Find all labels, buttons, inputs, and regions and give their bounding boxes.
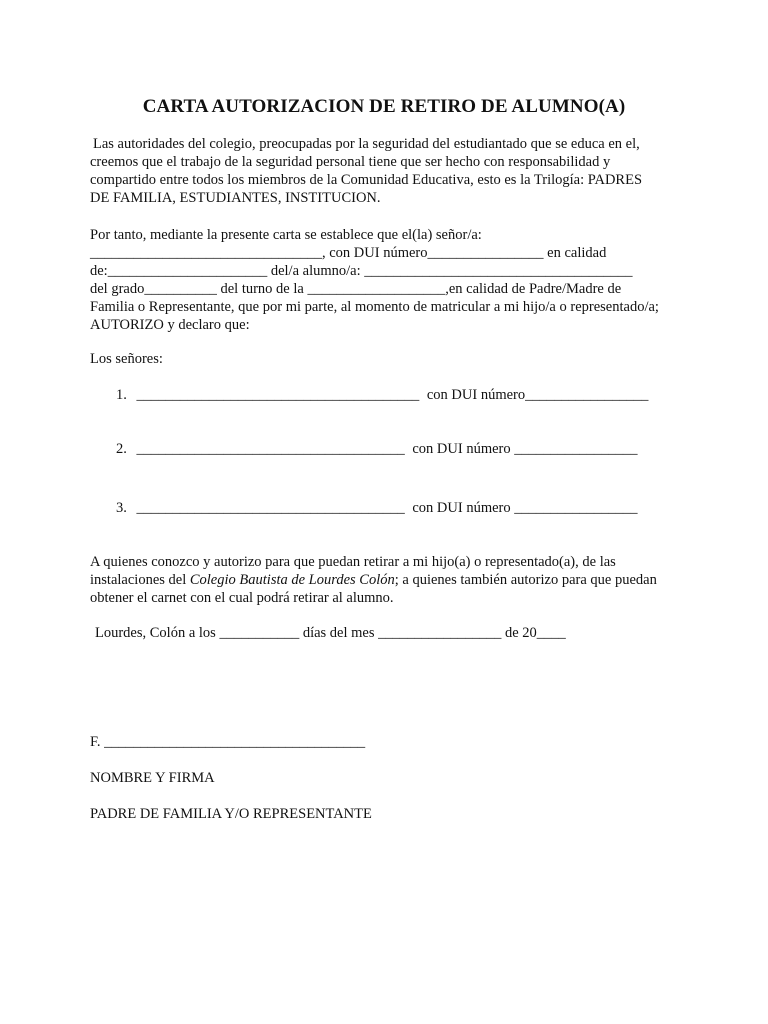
text-segment: ; a quienes también autorizo para que puedan — [394, 572, 657, 588]
signature-line[interactable]: F. ____________________________________ — [90, 734, 366, 750]
grade-blank[interactable]: del grado__________ — [90, 281, 217, 297]
text-segment: del turno de la — [220, 281, 304, 297]
authorized-person-1 — [116, 387, 648, 404]
authorized-person-3 — [116, 500, 638, 517]
dui-blank[interactable]: _________________ — [525, 387, 649, 403]
text-segment: instalaciones del — [90, 572, 187, 588]
declaration-line-6: AUTORIZO y declaro que: — [90, 317, 250, 333]
date-line[interactable]: Lourdes, Colón a los ___________ días del mes _________________ de 20____ — [95, 625, 566, 641]
declaration-line-2 — [90, 244, 678, 262]
senor-name-blank[interactable]: ________________________________, — [90, 245, 326, 261]
declaration-paragraph — [90, 226, 678, 334]
word: presente — [220, 227, 270, 243]
authorization-paragraph — [90, 553, 678, 607]
name-blank[interactable]: _____________________________________ — [136, 500, 405, 516]
list-number: 2. — [116, 441, 127, 457]
intro-paragraph — [90, 135, 678, 207]
word: señor/a: — [435, 227, 482, 243]
declaration-line-1 — [90, 226, 678, 244]
school-name: Colegio Bautista de Lourdes Colón — [189, 572, 395, 588]
calidad-blank[interactable]: de:______________________ — [90, 263, 268, 279]
list-number: 3. — [116, 500, 127, 516]
word: el(la) — [401, 227, 433, 243]
authorized-person-2 — [116, 441, 638, 458]
declaration-line-4 — [90, 280, 678, 298]
word: establece — [320, 227, 374, 243]
word: se — [304, 227, 317, 243]
name-and-signature-label: NOMBRE Y FIRMA — [90, 770, 215, 786]
dui-blank[interactable]: _________________ — [514, 500, 638, 516]
dui-blank[interactable]: _________________ — [514, 441, 638, 457]
intro-line-2: creemos que el trabajo de la seguridad personal tiene que ser hecho con responsabilidad y — [90, 154, 611, 170]
word: carta — [272, 227, 302, 243]
authorization-line-3: obtener el carnet con el cual podrá retirar al alumno. — [90, 590, 394, 606]
declaration-line-3 — [90, 262, 678, 280]
dui-label: con DUI número — [412, 441, 511, 457]
word: tanto, — [113, 227, 147, 243]
word: Por — [90, 227, 111, 243]
list-number: 1. — [116, 387, 127, 403]
intro-line-1: Las autoridades del colegio, preocupadas por la seguridad del estudiantado que se educa en el, — [93, 136, 640, 152]
document-title: CARTA AUTORIZACION DE RETIRO DE ALUMNO(A) — [142, 96, 626, 117]
student-name-blank[interactable]: _____________________________________ — [364, 263, 633, 279]
text-segment: en calidad — [547, 245, 607, 261]
word: mediante — [150, 227, 204, 243]
intro-line-4: DE FAMILIA, ESTUDIANTES, INSTITUCION. — [90, 190, 381, 206]
text-segment: del/a alumno/a: — [270, 263, 361, 279]
name-blank[interactable]: _______________________________________ — [136, 387, 420, 403]
declaration-line-5: Familia o Representante, que por mi parte, al momento de matricular a mi hijo/a o representado/a; — [90, 299, 659, 315]
word: la — [206, 227, 218, 243]
word: que — [377, 227, 399, 243]
senores-label: Los señores: — [90, 351, 163, 367]
shift-blank[interactable]: ___________________,en calidad de Padre/Madre de — [307, 281, 622, 297]
dui-label: con DUI número — [426, 387, 526, 403]
name-blank[interactable]: _____________________________________ — [136, 441, 405, 457]
authorization-line-2 — [90, 571, 678, 589]
intro-line-3: compartido entre todos los miembros de la Comunidad Educativa, esto es la Trilogía: PADRES — [90, 172, 643, 188]
dui-label: con DUI número — [412, 500, 511, 516]
authorization-line-1: A quienes conozco y autorizo para que puedan retirar a mi hijo(a) o representado(a), de las — [90, 554, 616, 570]
parent-representative-label: PADRE DE FAMILIA Y/O REPRESENTANTE — [90, 806, 372, 822]
dui-label-blank[interactable]: con DUI número________________ — [329, 245, 544, 261]
